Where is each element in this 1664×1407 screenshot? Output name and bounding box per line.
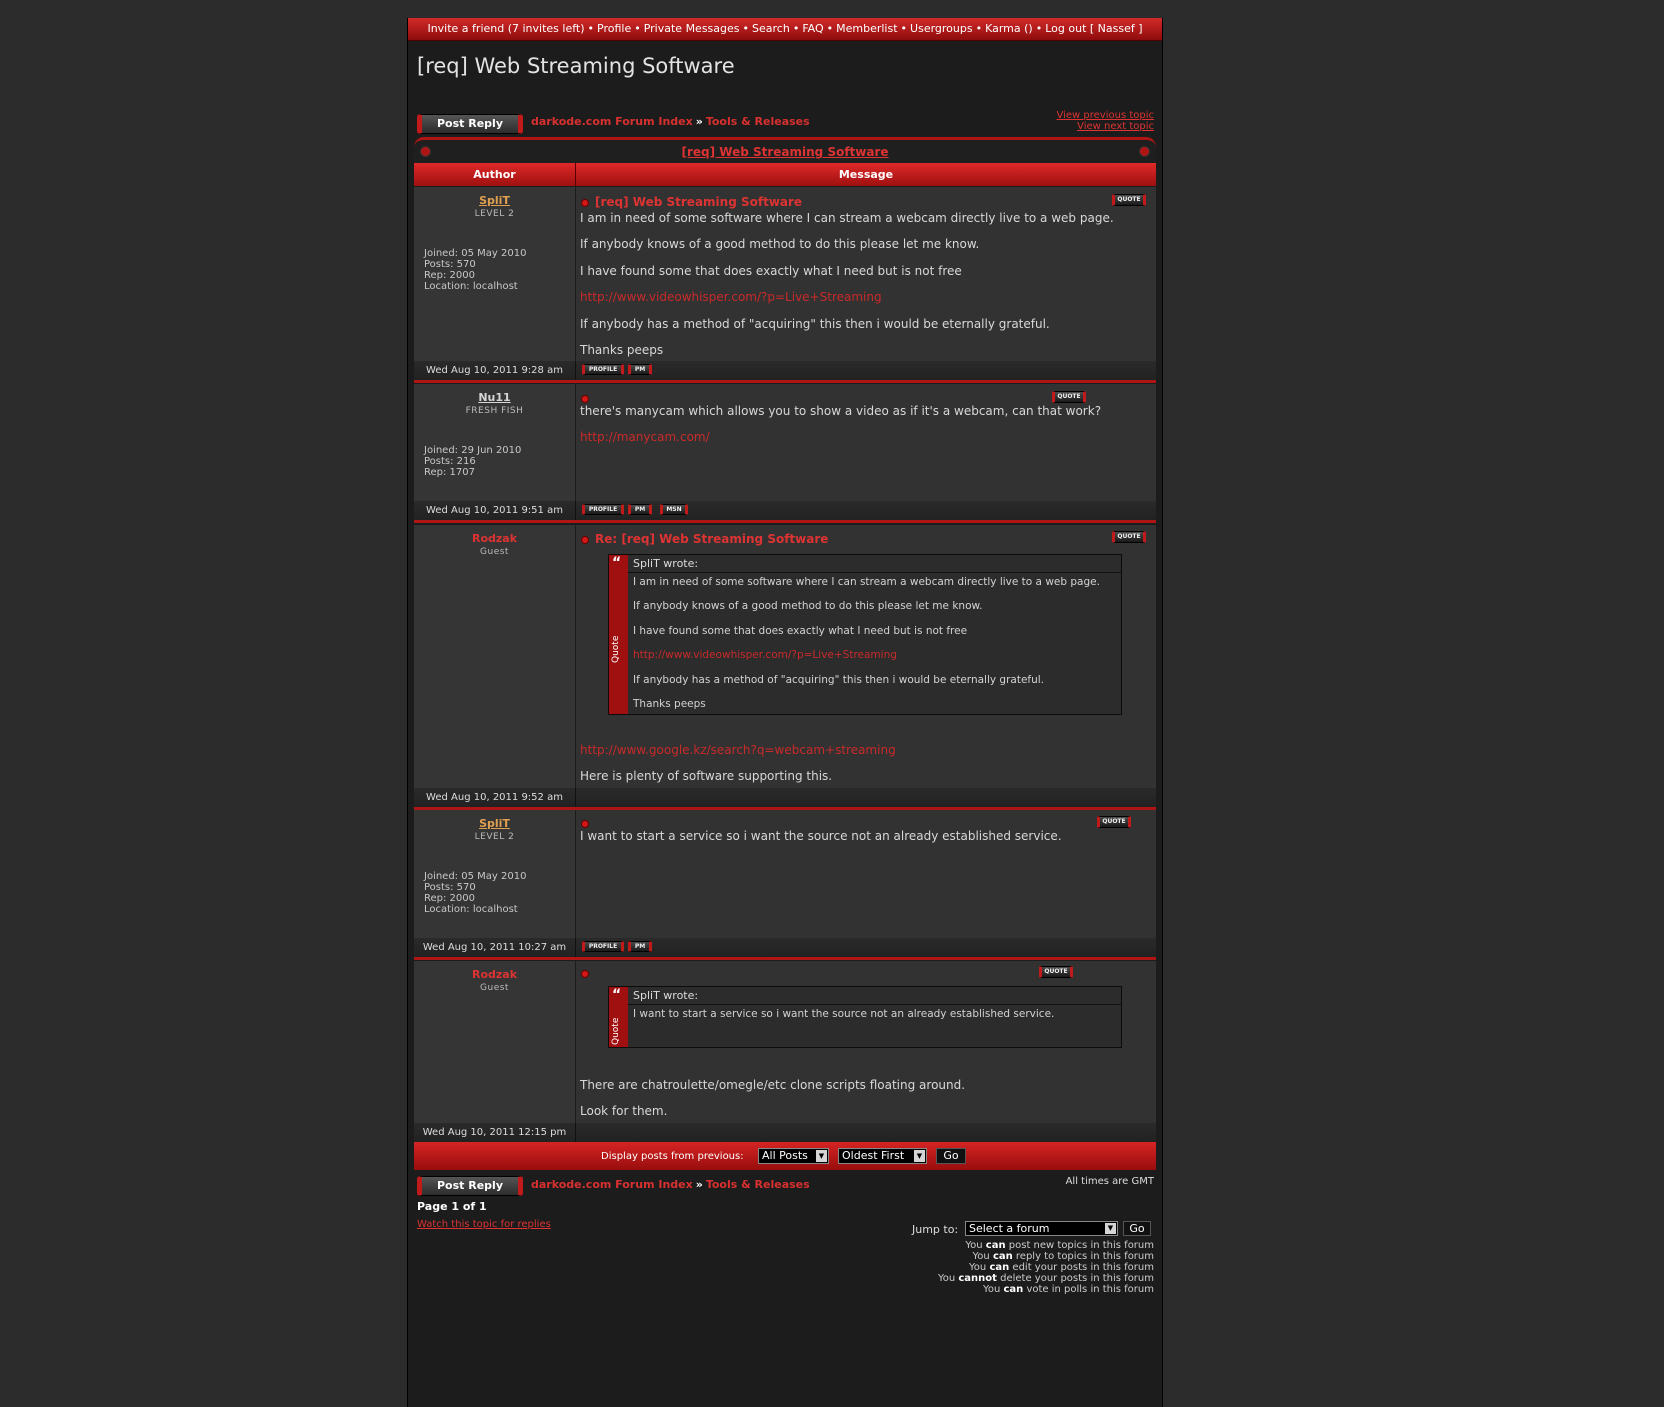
quote-mark-icon: “ — [612, 555, 622, 571]
quote-mark-icon: “ — [612, 987, 622, 1003]
author-rank: LEVEL 2 — [474, 832, 515, 842]
author-rank: FRESH FISH — [465, 406, 524, 416]
jump-label: Jump to: — [912, 1223, 959, 1236]
watch-topic-link[interactable]: Watch this topic for replies — [417, 1219, 551, 1230]
pm-button[interactable]: PM — [628, 364, 652, 375]
quote-button[interactable]: QUOTE — [1097, 816, 1131, 828]
post-bullet-icon — [581, 395, 589, 403]
permission-line: You can vote in polls in this forum — [983, 1284, 1154, 1295]
post-footer — [414, 938, 1156, 960]
topic-title-bar — [414, 137, 1156, 164]
author-posts: Posts: 216 — [424, 456, 476, 467]
post — [414, 384, 1156, 501]
period-select-value: All Posts — [762, 1149, 808, 1162]
quote-line: If anybody has a method of "acquiring" this then i would be eternally grateful. — [633, 674, 1045, 686]
bar-left-dot-icon — [420, 146, 431, 157]
previous-topic-link[interactable]: View previous topic — [1056, 110, 1154, 121]
breadcrumb-bottom — [531, 1178, 810, 1191]
profile-button[interactable]: PROFILE — [582, 941, 624, 952]
breadcrumb-index[interactable]: darkode.com Forum Index — [531, 1178, 693, 1191]
post-author-panel — [414, 384, 576, 501]
quote-line: I have found some that does exactly what I need but is not free — [633, 625, 968, 637]
quote-line: I am in need of some software where I can stream a webcam directly live to a web page. — [633, 576, 1100, 588]
author-rank: Guest — [480, 547, 509, 557]
topic-nav-links — [1056, 110, 1154, 132]
nav-memberlist[interactable]: Memberlist — [836, 22, 898, 35]
chevron-down-icon: ▼ — [914, 1150, 925, 1162]
post-line: There are chatroulette/omegle/etc clone scripts floating around. — [580, 1078, 966, 1092]
post — [414, 810, 1156, 938]
post-author-panel — [414, 187, 576, 361]
author-posts: Posts: 570 — [424, 882, 476, 893]
post-bullet-icon — [581, 199, 589, 207]
top-nav: Invite a friend (7 invites left) • Profile • Private Messages • Search • FAQ • Memberlist • Usergroups • Karma () • Log out [ Nassef ] — [408, 18, 1162, 41]
author-joined: Joined: 05 May 2010 — [424, 248, 527, 259]
post-reply-button[interactable]: Post Reply — [417, 114, 523, 134]
post-subject — [581, 391, 595, 405]
post-author-panel — [414, 525, 576, 788]
post-body — [576, 384, 1156, 501]
post-line: there's manycam which allows you to show a video as if it's a webcam, can that work? — [580, 404, 1102, 418]
pm-button[interactable]: PM — [628, 941, 652, 952]
timezone-note: All times are GMT — [1065, 1176, 1154, 1187]
author-joined: Joined: 05 May 2010 — [424, 871, 527, 882]
quote-line: Thanks peeps — [633, 698, 706, 710]
author-column-header: Author — [414, 163, 576, 186]
post-bullet-icon — [581, 536, 589, 544]
post-line: Look for them. — [580, 1104, 668, 1118]
permission-line: You can reply to topics in this forum — [972, 1251, 1154, 1262]
quote-button[interactable]: QUOTE — [1112, 194, 1146, 206]
author-name[interactable]: SpliT — [479, 194, 510, 207]
nav-profile[interactable]: Profile — [597, 22, 632, 35]
quote-author: SpliT wrote: — [628, 555, 1121, 573]
quote-button[interactable]: QUOTE — [1052, 391, 1086, 403]
post-body — [576, 525, 1156, 788]
post — [414, 961, 1156, 1123]
order-select-value: Oldest First — [842, 1149, 905, 1162]
post-line: I am in need of some software where I can stream a webcam directly live to a web page. — [580, 211, 1114, 225]
column-header — [414, 163, 1156, 186]
post-footer — [414, 361, 1156, 383]
chevron-down-icon: ▼ — [1105, 1223, 1116, 1234]
page-title: [req] Web Streaming Software — [417, 54, 735, 78]
quote-link[interactable]: http://www.videowhisper.com/?p=Live+Streaming — [633, 649, 897, 661]
author-rep: Rep: 2000 — [424, 270, 475, 281]
author-location: Location: localhost — [424, 904, 518, 915]
post-footer — [414, 501, 1156, 523]
post-line: Here is plenty of software supporting this. — [580, 769, 833, 783]
jump-go-button[interactable]: Go — [1123, 1221, 1151, 1236]
author-stats — [424, 248, 526, 292]
post-line: If anybody has a method of "acquiring" this then i would be eternally grateful. — [580, 317, 1050, 331]
author-name: Rodzak — [471, 968, 518, 981]
display-options-bar — [414, 1142, 1156, 1170]
post-body — [576, 810, 1156, 938]
author-name[interactable]: Nu11 — [478, 391, 511, 404]
breadcrumb-separator: » — [695, 1178, 703, 1191]
topic-title-link[interactable]: [req] Web Streaming Software — [681, 145, 889, 159]
quote-line: I want to start a service so i want the source not an already established service. — [633, 1008, 1055, 1020]
author-location: Location: localhost — [424, 281, 518, 292]
bar-right-dot-icon — [1139, 146, 1150, 157]
quote-sidebar — [609, 555, 628, 714]
breadcrumb-separator: » — [695, 115, 703, 128]
chevron-down-icon: ▼ — [816, 1150, 827, 1162]
nav-faq[interactable]: FAQ — [802, 22, 824, 35]
msn-button[interactable]: MSN — [660, 504, 688, 515]
post-date: Wed Aug 10, 2011 10:27 am — [414, 938, 576, 957]
post-link[interactable]: http://manycam.com/ — [580, 430, 710, 444]
post-bullet-icon — [581, 970, 589, 978]
post-subject — [581, 532, 828, 546]
author-rep: Rep: 1707 — [424, 467, 475, 478]
profile-button[interactable]: PROFILE — [582, 504, 624, 515]
post-author-panel — [414, 810, 576, 938]
permission-line: You cannot delete your posts in this forum — [937, 1273, 1154, 1284]
pm-button[interactable]: PM — [628, 504, 652, 515]
post-subject-text: Re: [req] Web Streaming Software — [595, 532, 829, 546]
post-reply-button-bottom[interactable]: Post Reply — [417, 1176, 523, 1196]
display-label: Display posts from previous: — [601, 1151, 744, 1162]
display-go-button[interactable]: Go — [936, 1148, 966, 1164]
post-subject — [581, 966, 595, 980]
period-select[interactable] — [758, 1148, 829, 1164]
quote-label: Quote — [611, 1017, 621, 1045]
post-date: Wed Aug 10, 2011 9:28 am — [414, 361, 576, 380]
quote-button[interactable]: QUOTE — [1112, 531, 1146, 543]
author-name[interactable]: SpliT — [479, 817, 510, 830]
post-subject-text: [req] Web Streaming Software — [595, 195, 803, 209]
post-subject — [581, 816, 595, 830]
breadcrumb — [531, 115, 810, 128]
author-stats — [424, 445, 521, 478]
post-line: I want to start a service so i want the source not an already established service. — [580, 829, 1062, 843]
page-indicator: Page 1 of 1 — [417, 1200, 487, 1213]
author-rep: Rep: 2000 — [424, 893, 475, 904]
breadcrumb-forum[interactable]: Tools & Releases — [705, 115, 810, 128]
quote-label: Quote — [611, 635, 621, 663]
author-stats — [424, 871, 526, 915]
quote-block — [608, 986, 1122, 1048]
post-date: Wed Aug 10, 2011 12:15 pm — [414, 1123, 576, 1142]
forum-page — [407, 18, 1163, 1407]
post-date: Wed Aug 10, 2011 9:52 am — [414, 788, 576, 807]
post-link[interactable]: http://www.videowhisper.com/?p=Live+Streaming — [580, 290, 882, 304]
author-posts: Posts: 570 — [424, 259, 476, 270]
quote-block — [608, 554, 1122, 715]
breadcrumb-forum[interactable]: Tools & Releases — [705, 1178, 810, 1191]
permission-line: You can edit your posts in this forum — [969, 1262, 1154, 1273]
next-topic-link[interactable]: View next topic — [1077, 121, 1154, 132]
post-link[interactable]: http://www.google.kz/search?q=webcam+streaming — [580, 743, 896, 757]
permission-line: You can post new topics in this forum — [965, 1240, 1154, 1251]
author-rank: Guest — [480, 983, 509, 993]
post-date: Wed Aug 10, 2011 9:51 am — [414, 501, 576, 520]
nav-invite[interactable]: Invite a friend (7 invites left) — [427, 22, 585, 35]
post-line: I have found some that does exactly what I need but is not free — [580, 264, 962, 278]
permissions-list — [938, 1240, 1154, 1295]
quote-button[interactable]: QUOTE — [1039, 966, 1073, 978]
nav-search[interactable]: Search — [752, 22, 790, 35]
post-subject — [581, 195, 802, 209]
post-bullet-icon — [581, 820, 589, 828]
quote-author: SpliT wrote: — [628, 987, 1121, 1005]
post-line: If anybody knows of a good method to do this please let me know. — [580, 237, 980, 251]
breadcrumb-index[interactable]: darkode.com Forum Index — [531, 115, 693, 128]
nav-private-messages[interactable]: Private Messages — [643, 22, 740, 35]
post-line: Thanks peeps — [580, 343, 664, 357]
author-joined: Joined: 29 Jun 2010 — [424, 445, 522, 456]
quote-line: If anybody knows of a good method to do this please let me know. — [633, 600, 983, 612]
post-footer — [414, 788, 1156, 810]
post — [414, 525, 1156, 788]
order-select[interactable] — [838, 1148, 927, 1164]
jump-select[interactable] — [965, 1221, 1118, 1236]
post — [414, 187, 1156, 361]
post-author-panel — [414, 961, 576, 1123]
post-body — [576, 187, 1156, 361]
post-body — [576, 961, 1156, 1123]
profile-button[interactable]: PROFILE — [582, 364, 624, 375]
nav-karma[interactable]: Karma () — [985, 22, 1033, 35]
author-rank: LEVEL 2 — [474, 209, 515, 219]
message-column-header: Message — [838, 168, 894, 181]
author-name: Rodzak — [471, 532, 518, 545]
nav-logout[interactable]: Log out [ Nassef ] — [1045, 22, 1143, 35]
jump-select-value: Select a forum — [969, 1222, 1050, 1235]
nav-usergroups[interactable]: Usergroups — [910, 22, 973, 35]
